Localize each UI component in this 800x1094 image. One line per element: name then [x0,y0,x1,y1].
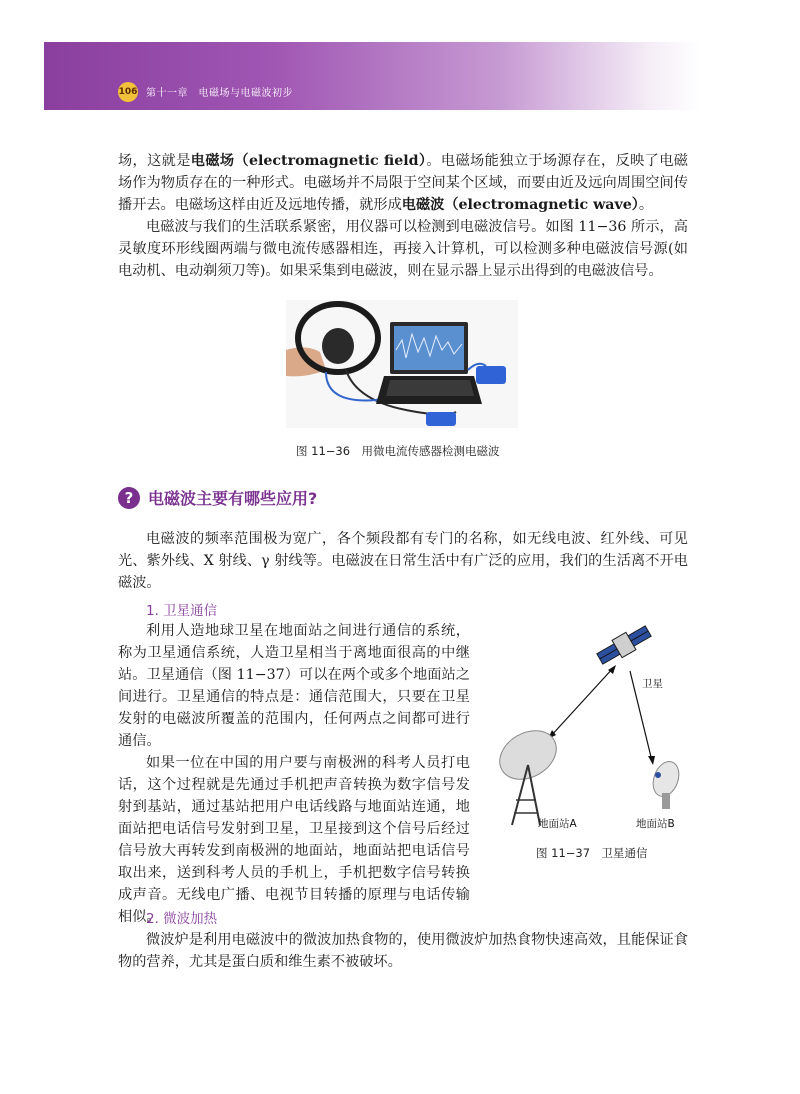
ground-station-b-dish [649,758,684,809]
chapter-title: 第十一章 电磁场与电磁波初步 [146,88,293,99]
ground-station-a-dish [491,721,565,825]
paragraph-satellite-system: 利用人造地球卫星在地面站之间进行通信的系统，称为卫星通信系统，人造卫星相当于离地面很高的中继站。卫星通信（图 11−37）可以在两个或多个地面站之间进行。卫星通信的特点是：通信范围大，只要在卫星发射的电磁波所覆盖的范围内，任何两点之间都可进行通信。 [118,623,470,749]
sensor-box-right [476,366,506,384]
paragraph-microwave: 微波炉是利用电磁波中的微波加热食物的，使用微波炉加热食物快速高效，且能保证食物的营养，尤其是蛋白质和维生素不被破坏。 [118,932,688,970]
page-number-badge: 106 [118,82,138,102]
satellite-label: 卫星 [642,678,663,690]
station-b-label: 地面站B [636,818,675,830]
satellite-icon [595,622,653,667]
figure1-caption: 图 11−36 用微电流传感器检测电磁波 [296,444,500,458]
paragraph-phone-call-a: 如果一位在中国的用户要与南极洲的科考人员打电话，这个过程就是先通过手机把声音转换为数字信号发射到基站，通过基站把用户电话线路与地面站连通，地面站把电话信号发射到卫星，卫星接到这个信号后经过信号放大再转发到南极洲的地面站，地面站把电话信号取出来，送到科考人员的手机上，手机把数字信号转换成声音。无线电广播、电视节目转播的原理与电话传输相似。 [118,755,470,925]
station-a-label: 地面站A [538,818,577,830]
sensor-box-bottom [426,412,456,426]
subheading-satellite: 1. 卫星通信 [146,603,218,619]
chapter-header-band [44,42,700,110]
question-icon: ? [118,487,140,509]
term-electromagnetic-field: 电磁场（electromagnetic field） [190,153,427,169]
paragraph-electromagnetic-field: 场，这就是电磁场（electromagnetic field）。电磁场能独立于场源存在，反映了电磁场作为物质存在的一种形式。电磁场并不局限于空间某个区域，而要由近及远向周围空间传播开去。电磁场这样由近及远地传播，就形成电磁波（electromagnetic wave）。 [118,153,688,213]
figure-coil-laptop-sensor [286,300,518,428]
section-title: 电磁波主要有哪些应用? [148,489,318,508]
term-electromagnetic-wave: 电磁波（electromagnetic wave） [401,197,639,213]
coil-handle [322,328,354,364]
paragraph-detection: 电磁波与我们的生活联系紧密，用仪器可以检测到电磁波信号。如图 11−36 所示，高灵敏度环形线圈两端与微电流传感器相连，再接入计算机，可以检测多种电磁波信号源(如电动机、电动剃须刀等)。如果采集到电磁波，则在显示器上显示出得到的电磁波信号。 [118,219,688,279]
subheading-microwave: 2. 微波加热 [146,911,218,927]
paragraph-spectrum: 电磁波的频率范围极为宽广，各个频段都有专门的名称，如无线电波、红外线、可见光、紫外线、X 射线、γ 射线等。电磁波在日常生活中有广泛的应用，我们的生活离不开电磁波。 [118,531,688,591]
figure2-caption: 图 11−37 卫星通信 [536,846,648,860]
